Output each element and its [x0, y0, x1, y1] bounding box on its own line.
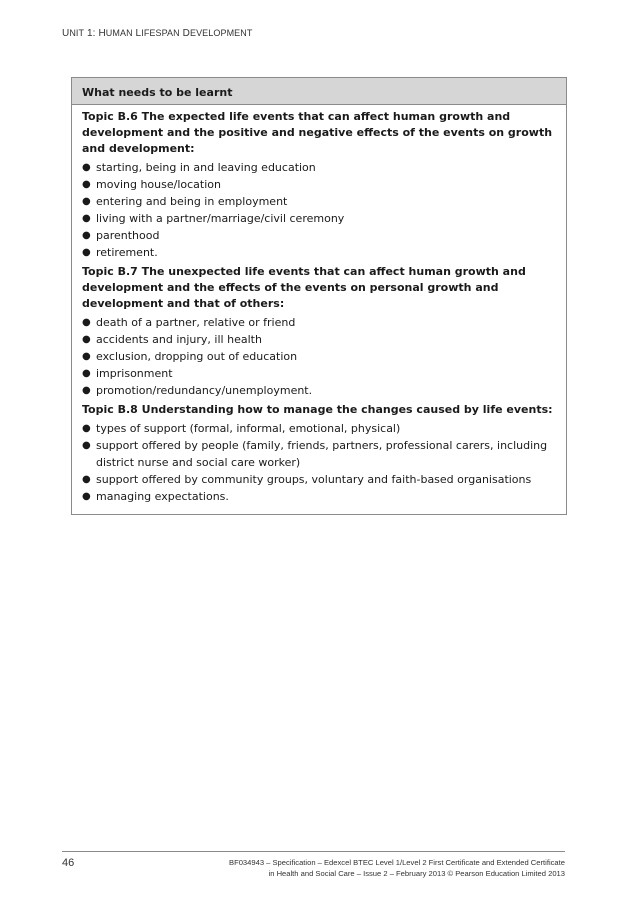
bullet-icon: ● [82, 440, 91, 451]
list-item-text: promotion/redundancy/unemployment. [96, 384, 313, 397]
list-item [82, 193, 558, 210]
list-item-text: support offered by people (family, friends, partners, professional carers, including district nurse and social care worker) [96, 439, 548, 469]
list-item-text: parenthood [96, 229, 160, 242]
footer-line-2: in Health and Social Care – Issue 2 – February 2013 © Pearson Education Limited 2013 [268, 869, 565, 878]
bullet-icon: ● [82, 385, 91, 396]
footer-text [165, 857, 565, 879]
list-item [82, 382, 558, 399]
list-item [82, 420, 558, 437]
list-item-text: accidents and injury, ill health [96, 333, 262, 346]
table-header: What needs to be learnt [72, 78, 567, 105]
list-item-text: support offered by community groups, voluntary and faith-based organisations [96, 473, 532, 486]
list-item [82, 227, 558, 244]
running-header: UNIT 1: HUMAN LIFESPAN DEVELOPMENT [62, 28, 253, 39]
list-item [82, 471, 558, 488]
list-item [82, 331, 558, 348]
bullet-icon: ● [82, 368, 91, 379]
list-item-text: starting, being in and leaving education [96, 161, 316, 174]
list-item-text: retirement. [96, 246, 158, 259]
bullet-icon: ● [82, 162, 91, 173]
bullet-icon: ● [82, 230, 91, 241]
list-item-text: death of a partner, relative or friend [96, 316, 296, 329]
page-number: 46 [62, 857, 75, 869]
list-item [82, 159, 558, 176]
list-item [82, 176, 558, 193]
footer-line-1: BF034943 – Specification – Edexcel BTEC Level 1/Level 2 First Certificate and Extended Certificate [229, 858, 565, 867]
list-item-text: living with a partner/marriage/civil ceremony [96, 212, 345, 225]
list-item [82, 348, 558, 365]
footer-rule [62, 851, 565, 852]
bullet-icon: ● [82, 247, 91, 258]
list-item-text: exclusion, dropping out of education [96, 350, 298, 363]
table-header-row [72, 78, 567, 105]
list-item-text: types of support (formal, informal, emotional, physical) [96, 422, 401, 435]
list-item-text: managing expectations. [96, 490, 229, 503]
bullet-icon: ● [82, 474, 91, 485]
list-item [82, 365, 558, 382]
list-item [82, 437, 558, 471]
bullet-icon: ● [82, 196, 91, 207]
bullet-icon: ● [82, 423, 91, 434]
bullet-icon: ● [82, 491, 91, 502]
list-item [82, 210, 558, 227]
topic-bullet-list [82, 314, 558, 399]
topic-title: Topic B.6 The expected life events that can affect human growth and development and the positive and negative effects of the events on growth and development: [82, 110, 553, 155]
topic-bullet-list [82, 420, 558, 505]
bullet-icon: ● [82, 334, 91, 345]
learning-content-table [71, 77, 567, 515]
list-item-text: moving house/location [96, 178, 221, 191]
table-body-row [72, 105, 567, 515]
topics-cell [72, 105, 567, 515]
topic-title: Topic B.7 The unexpected life events that can affect human growth and development and the effects of the events on personal growth and development and that of others: [82, 265, 526, 310]
topic-bullet-list [82, 159, 558, 261]
list-item [82, 244, 558, 261]
bullet-icon: ● [82, 213, 91, 224]
list-item-text: entering and being in employment [96, 195, 288, 208]
topic-title: Topic B.8 Understanding how to manage the changes caused by life events: [82, 403, 553, 416]
list-item-text: imprisonment [96, 367, 173, 380]
bullet-icon: ● [82, 179, 91, 190]
bullet-icon: ● [82, 317, 91, 328]
bullet-icon: ● [82, 351, 91, 362]
list-item [82, 314, 558, 331]
list-item [82, 488, 558, 505]
